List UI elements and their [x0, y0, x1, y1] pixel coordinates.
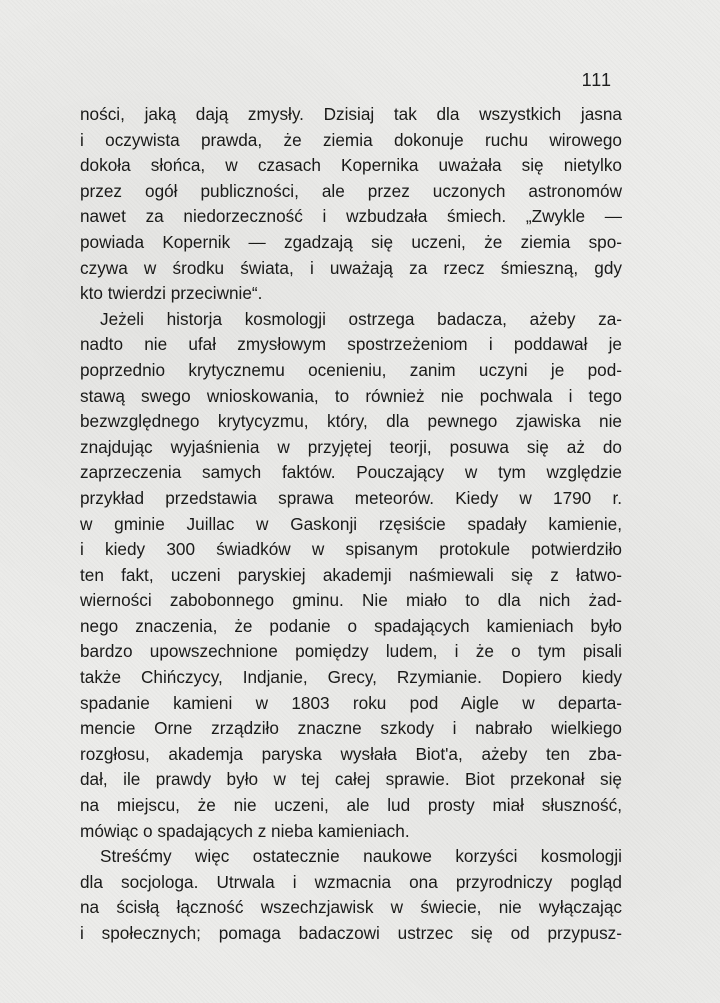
text-line: rozgłosu, akademja paryska wysłała Biot'a, ażeby ten zba- [80, 743, 622, 764]
text-line: poprzednio krytycznemu ocenieniu, zanim uczyni je pod- [80, 359, 622, 380]
text-line: dla socjologa. Utrwala i wzmacnia ona przyrodniczy pogląd [80, 871, 622, 892]
text-line: Jeżeli historja kosmologji ostrzega badacza, ażeby za- [100, 308, 622, 329]
text-line: i kiedy 300 świadków w spisanym protokule potwierdziło [80, 539, 622, 560]
text-line: nawet za niedorzeczność i wzbudzała śmiech. „Zwykle — [80, 206, 622, 227]
text-line: kto twierdzi przeciwnie“. [80, 283, 263, 304]
text-line: bardzo upowszechnione pomiędzy ludem, i że o tym pisali [80, 641, 622, 662]
text-line: czywa w środku świata, i uważają za rzecz śmieszną, gdy [80, 257, 622, 278]
text-line: przez ogół publiczności, ale przez uczonych astronomów [80, 180, 622, 201]
text-line: Streśćmy więc ostatecznie naukowe korzyści kosmologji [100, 846, 622, 867]
text-line: przykład przedstawia sprawa meteorów. Kiedy w 1790 r. [80, 487, 622, 508]
text-line: powiada Kopernik — zgadzają się uczeni, że ziemia spo- [80, 231, 622, 252]
text-line: i oczywista prawda, że ziemia dokonuje ruchu wirowego [80, 129, 622, 150]
body-text [80, 102, 622, 947]
text-line: spadanie kamieni w 1803 roku pod Aigle w departa- [80, 692, 622, 713]
text-line: na miejscu, że nie uczeni, ale lud prosty miał słuszność, [80, 795, 622, 816]
text-line: nego znaczenia, że podanie o spadających kamieniach było [80, 615, 622, 636]
text-line: bezwzględnego krytycyzmu, który, dla pewnego zjawiska nie [80, 411, 622, 432]
text-line: na ścisłą łączność wszechzjawisk w świecie, nie wyłączając [80, 897, 622, 918]
text-line: stawą swego wnioskowania, to również nie pochwala i tego [80, 385, 622, 406]
text-line: i społecznych; pomaga badaczowi ustrzec się od przypusz- [80, 923, 622, 943]
text-line: nadto nie ufał zmysłowym spostrzeżeniom i poddawał je [80, 334, 622, 355]
text-line: dał, ile prawdy było w tej całej sprawie. Biot przekonał się [80, 769, 622, 790]
text-line: zaprzeczenia samych faktów. Pouczający w tym względzie [80, 462, 622, 483]
text-line: w gminie Juillac w Gaskonji rzęsiście spadały kamienie, [80, 513, 622, 534]
text-line: także Chińczycy, Indjanie, Grecy, Rzymianie. Dopiero kiedy [80, 667, 622, 688]
page-number: 111 [581, 70, 612, 90]
text-line: mencie Orne zrządziło znaczne szkody i nabrało wielkiego [80, 718, 622, 739]
text-line: mówiąc o spadających z nieba kamieniach. [80, 820, 410, 841]
text-line: ten fakt, uczeni paryskiej akademji naśmiewali się z łatwo- [80, 564, 622, 585]
text-line: dokoła słońca, w czasach Kopernika uważała się nietylko [80, 155, 622, 176]
text-line: ności, jaką dają zmysły. Dzisiaj tak dla wszystkich jasna [80, 104, 622, 124]
text-line: wierności zabobonnego gminu. Nie miało to dla nich żad- [80, 590, 622, 611]
text-line: znajdując wyjaśnienia w przyjętej teorji, posuwa się aż do [80, 436, 622, 457]
